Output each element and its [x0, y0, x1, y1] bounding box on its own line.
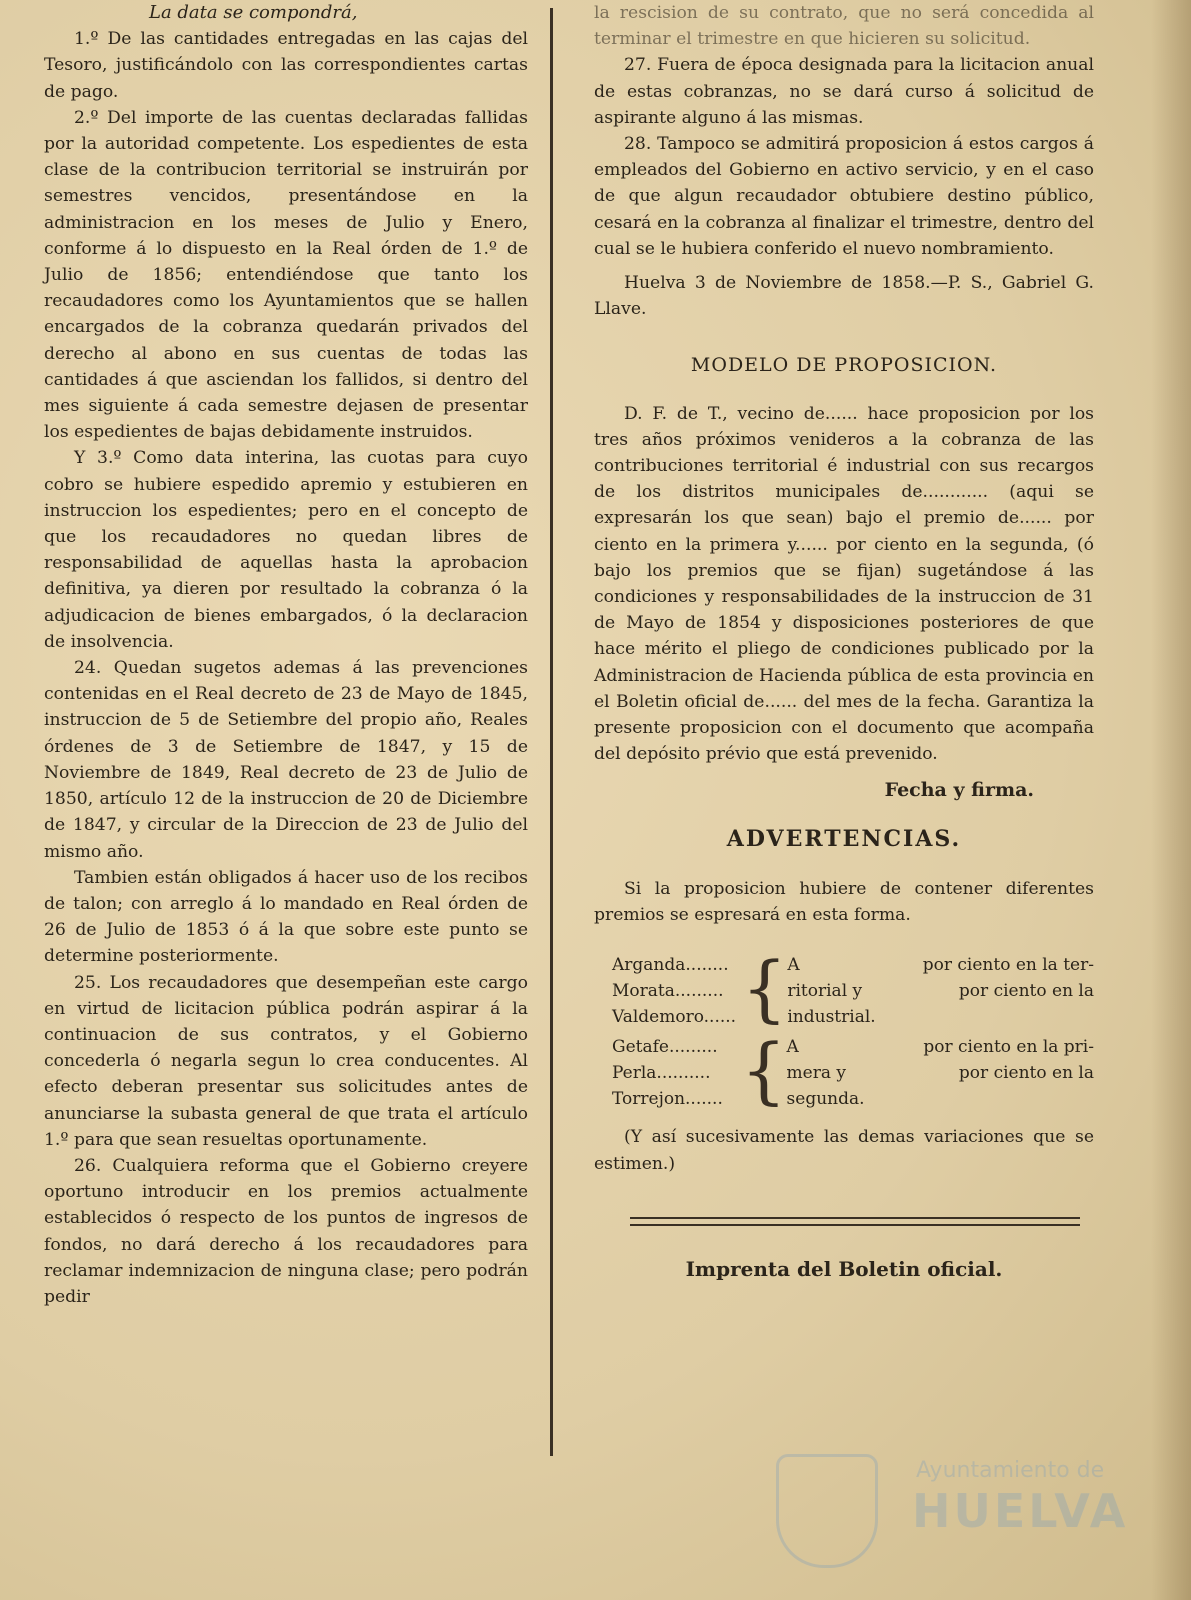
imprenta-footer: Imprenta del Boletin oficial. [685, 1256, 1003, 1281]
example-group-1 [612, 946, 1094, 1031]
advertencias-text: Si la proposicion hubiere de contener diferentes premios se espresará en esta forma. [594, 878, 1094, 926]
watermark-line-1: Ayuntamiento de [916, 1458, 1105, 1483]
article-27: 27. Fuera de época designada para la licitacion anual de estas cobranzas, no se dará curso á solicitud de aspirante alguno á las mismas. [594, 55, 1094, 128]
place-name: Perla.......... [612, 1063, 711, 1084]
place-name: Morata......... [612, 981, 724, 1002]
coat-of-arms-icon [776, 1454, 878, 1568]
model-title: MODELO DE PROPOSICION. [690, 354, 998, 377]
article-24: 24. Quedan sugetos ademas á las prevenciones contenidas en el Real decreto de 23 de Mayo de 1845, instruccion de 5 de Setiembre del propio año, Reales órdenes de 3 de Setiembre de 1847, y 15 de Noviembre de 1849, Real decreto de 23 de Julio de 1850, artículo 12 de la instruccion de 20 de Diciembre de 1847, y circular de la Direccion de 23 de Julio del mismo año. [44, 658, 528, 862]
watermark [776, 1454, 1129, 1564]
example-group-2 [612, 1028, 1094, 1113]
closing-note: (Y así sucesivamente las demas variaciones que se estimen.) [594, 1127, 1094, 1174]
left-column [44, 0, 528, 1310]
term-text: segunda. [786, 1089, 865, 1110]
left-paragraph-talon: Tambien están obligados á hacer uso de los recibos de talon; con arreglo á lo mandado en Real órden de 26 de Julio de 1853 ó á la que sobre este punto se determine posteriormente. [44, 867, 528, 967]
rate-text [877, 1004, 1094, 1030]
fecha-firma: Fecha y firma. [884, 779, 1034, 802]
place-name: Valdemoro...... [612, 1007, 737, 1028]
left-paragraph-3: Y 3.º Como data interina, las cuotas para cuyo cobro se hubiere espedido apremio y estubieren en instruccion los espedientes; pero en el concepto de que los recaudadores no quedan libres de responsabilidad de aquellas hasta la aprobacion definitiva, ya dieren por resultado la cobranza ó la adjudicacion de bienes embargados, ó la declaracion de insolvencia. [44, 448, 528, 652]
right-continuation: la rescision de su contrato, que no será concedida al terminar el trimestre en que hicieren su solicitud. [594, 3, 1094, 50]
left-paragraph-2: 2.º Del importe de las cuentas declaradas fallidas por la autoridad competente. Los espedientes de esta clase de la contribucion territorial se instruirán por semestres vencidos, presentándose en la administracion en los meses de Julio y Enero, conforme á lo dispuesto en la Real órden de 1.º de Julio de 1856; entendiéndose que tanto los recaudadores como los Ayuntamientos que se hallen encargados de la cobranza quedarán privados del derecho al abono en sus cuentas de todas las cantidades á que asciendan los fallidos, si dentro del mes siguiente á cada semestre dejasen de presentar los espedientes de bajas debidamente instruidos. [44, 107, 528, 443]
signature-line: Huelva 3 de Noviembre de 1858.—P. S., Gabriel G. Llave. [594, 273, 1094, 320]
term-text: industrial. [787, 1007, 876, 1028]
article-26: 26. Cualquiera reforma que el Gobierno creyere oportuno introducir en los premios actualmente establecidos ó respecto de los puntos de ingresos de fondos, no dará derecho á los recaudadores para reclamar indemnizacion de ninguna clase; pero podrán pedir [44, 1155, 528, 1307]
rate-text: por ciento en la [958, 1063, 1094, 1084]
column-divider [550, 8, 553, 1456]
term-text: ritorial y [787, 981, 863, 1002]
term-text: A [786, 1037, 799, 1058]
place-name: Torrejon....... [612, 1089, 723, 1110]
right-column [594, 0, 1094, 1282]
article-25: 25. Los recaudadores que desempeñan este cargo en virtud de licitacion pública podrán aspirar á la continuacion de sus contratos, y el Gobierno concederla ó negarla segun lo crea conducentes. Al efecto deberan presentar sus solicitudes antes de anunciarse la subasta general de que trata el artículo 1.º para que sean resueltas oportunamente. [44, 972, 528, 1150]
rate-text: por ciento en la pri- [923, 1037, 1094, 1058]
place-name: Arganda........ [612, 955, 729, 976]
left-paragraph-1: 1.º De las cantidades entregadas en las cajas del Tesoro, justificándolo con las correspondientes cartas de pago. [44, 29, 528, 102]
article-28: 28. Tampoco se admitirá proposicion á estos cargos á empleados del Gobierno en activo servicio, y en el caso de que algun recaudador obtubiere destino público, cesará en la cobranza al finalizar el trimestre, dentro del cual se le hubiera conferido el nuevo nombramiento. [594, 134, 1094, 259]
rate-text [876, 1086, 1094, 1112]
model-text: D. F. de T., vecino de...... hace proposicion por los tres años próximos venideros a la cobranza de las contribuciones territorial é industrial con sus recargos de los distritos municipales de............ (aqui se expresarán los que sean) bajo el premio de...... por ciento en la primera y...... por ciento en la segunda, (ó bajo los premios que se fijan) sugetándose á las condiciones y responsabilidades de la instruccion de 31 de Mayo de 1854 y disposiciones posteriores de que hace mérito el pliego de condiciones publicado por la Administracion de Hacienda pública de esta provincia en el Boletin oficial de...... del mes de la fecha. Garantiza la presente proposicion con el documento que acompaña del depósito prévio que está prevenido. [594, 403, 1094, 765]
brace-icon: { [741, 946, 788, 1031]
left-header: La data se compondrá, [149, 2, 358, 23]
term-text: mera y [786, 1063, 846, 1084]
double-rule-divider [630, 1217, 1080, 1226]
advertencias-title: ADVERTENCIAS. [726, 825, 962, 852]
watermark-line-2: HUELVA [912, 1484, 1129, 1538]
term-text: A [787, 955, 800, 976]
brace-icon: { [740, 1028, 787, 1113]
place-name: Getafe......... [612, 1037, 718, 1058]
page-edge-shadow [1151, 0, 1191, 1600]
rate-text: por ciento en la [958, 981, 1094, 1002]
rate-text: por ciento en la ter- [922, 955, 1094, 976]
